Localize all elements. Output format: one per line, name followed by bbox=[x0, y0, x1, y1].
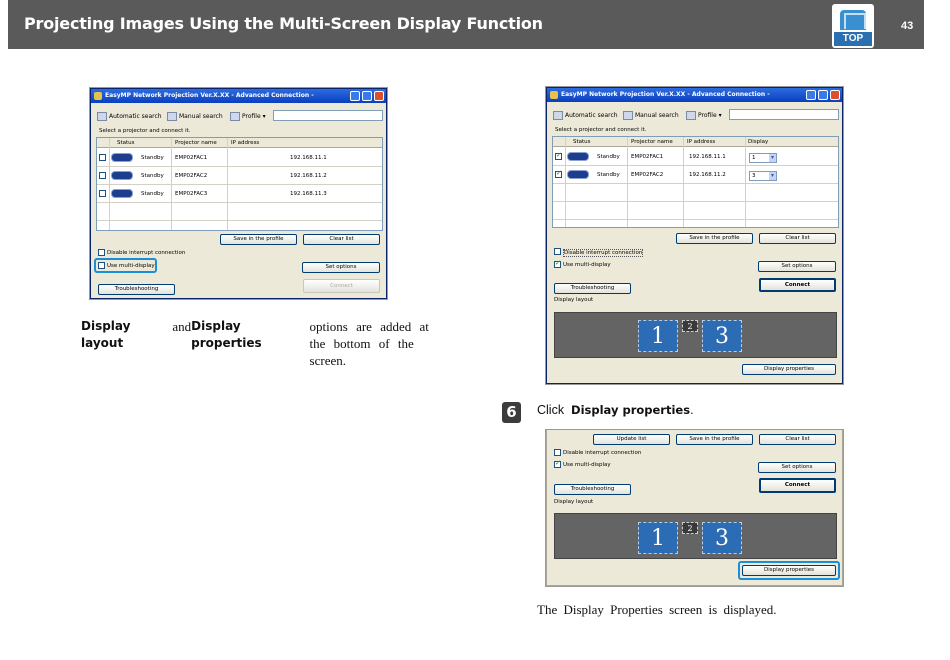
col-projector-name: Projector name bbox=[631, 139, 673, 145]
projector-icon bbox=[567, 170, 589, 179]
row-status: Standby bbox=[597, 154, 620, 160]
profile-path-field[interactable] bbox=[273, 110, 383, 121]
projector-icon bbox=[567, 152, 589, 161]
troubleshooting-button[interactable]: Troubleshooting bbox=[554, 283, 631, 294]
manual-search-button[interactable]: Manual search bbox=[623, 111, 679, 120]
grid-row-line bbox=[553, 165, 838, 166]
row-name: EMP02FAC3 bbox=[175, 191, 208, 197]
disable-interrupt-checkbox[interactable] bbox=[554, 449, 561, 456]
troubleshooting-button[interactable]: Troubleshooting bbox=[98, 284, 175, 295]
manual-search-icon bbox=[623, 111, 633, 120]
home-icon bbox=[840, 10, 866, 30]
row-checkbox[interactable] bbox=[99, 190, 106, 197]
col-projector-name: Projector name bbox=[175, 140, 217, 146]
minimize-icon[interactable] bbox=[806, 90, 816, 100]
minimize-icon[interactable] bbox=[350, 91, 360, 101]
grid-row-line bbox=[97, 220, 382, 221]
screenshot-3-window bbox=[546, 430, 843, 586]
grid-divider bbox=[745, 137, 746, 227]
col-status: Status bbox=[117, 140, 135, 146]
use-multi-display-checkbox[interactable] bbox=[554, 261, 561, 268]
instruction-text: Select a projector and connect it. bbox=[99, 128, 191, 134]
auto-search-icon bbox=[97, 112, 107, 121]
window-titlebar bbox=[547, 88, 842, 102]
disable-interrupt-checkbox[interactable] bbox=[554, 248, 561, 255]
row-ip: 192.168.11.1 bbox=[689, 154, 726, 160]
projector-icon bbox=[111, 153, 133, 162]
grid-divider bbox=[565, 137, 566, 227]
screen-3[interactable]: 3 bbox=[702, 522, 742, 554]
screen-2[interactable]: 2 bbox=[682, 522, 698, 534]
row-name: EMP02FAC1 bbox=[175, 155, 208, 161]
top-label: TOP bbox=[834, 32, 872, 46]
grid-row-line bbox=[97, 166, 382, 167]
app-icon bbox=[94, 92, 102, 100]
close-icon[interactable] bbox=[374, 91, 384, 101]
grid-row-line bbox=[553, 183, 838, 184]
maximize-icon[interactable] bbox=[818, 90, 828, 100]
row-checkbox[interactable] bbox=[555, 153, 562, 160]
use-multi-display-label: Use multi-display bbox=[107, 263, 155, 269]
connect-button[interactable]: Connect bbox=[303, 279, 380, 293]
profile-icon bbox=[230, 112, 240, 121]
clear-list-button[interactable]: Clear list bbox=[759, 233, 836, 244]
disable-interrupt-label: Disable interrupt connection bbox=[564, 250, 643, 256]
page-title: Projecting Images Using the Multi-Screen Display Function bbox=[24, 14, 543, 33]
display-layout-label: Display layout bbox=[554, 297, 594, 303]
step-target: Display properties bbox=[571, 403, 691, 417]
display-properties-term: Display properties bbox=[191, 319, 262, 350]
set-options-button[interactable]: Set options bbox=[302, 262, 380, 273]
clear-list-button[interactable]: Clear list bbox=[303, 234, 380, 245]
save-profile-button[interactable]: Save in the profile bbox=[220, 234, 297, 245]
grid-row-line bbox=[553, 201, 838, 202]
automatic-search-button[interactable]: Automatic search bbox=[553, 111, 618, 120]
profile-icon bbox=[686, 111, 696, 120]
row-status: Standby bbox=[141, 173, 164, 179]
row-ip: 192.168.11.1 bbox=[290, 155, 327, 161]
col-status: Status bbox=[573, 139, 591, 145]
row-checkbox[interactable] bbox=[99, 154, 106, 161]
description-paragraph bbox=[81, 318, 443, 368]
row-status: Standby bbox=[141, 155, 164, 161]
display-select[interactable]: 1 ▾ bbox=[749, 153, 777, 163]
result-text: The Display Properties screen is displayed. bbox=[537, 602, 777, 617]
automatic-search-button[interactable]: Automatic search bbox=[97, 112, 162, 121]
col-display: Display bbox=[748, 139, 769, 145]
display-layout-term: Display layout bbox=[81, 319, 131, 350]
row-status: Standby bbox=[597, 172, 620, 178]
screen-3[interactable]: 3 bbox=[702, 320, 742, 352]
row-ip: 192.168.11.2 bbox=[290, 173, 327, 179]
row-checkbox[interactable] bbox=[99, 172, 106, 179]
description-rest: options are added at the bottom of the screen. bbox=[309, 319, 429, 368]
window-title: EasyMP Network Projection Ver.X.XX - Advanced Connection - bbox=[561, 91, 770, 98]
row-name: EMP02FAC2 bbox=[175, 173, 208, 179]
description-line-1 bbox=[81, 318, 443, 368]
step-click-word: Click bbox=[537, 403, 565, 417]
step-number: 6 bbox=[502, 402, 521, 423]
grid-row-line bbox=[553, 219, 838, 220]
row-name: EMP02FAC2 bbox=[631, 172, 664, 178]
disable-interrupt-label: Disable interrupt connection bbox=[107, 250, 186, 256]
display-layout-label: Display layout bbox=[554, 499, 594, 505]
and-word: and bbox=[172, 319, 192, 334]
screen-1[interactable]: 1 bbox=[638, 320, 678, 352]
app-icon bbox=[550, 91, 558, 99]
screenshot-2-window bbox=[546, 87, 843, 384]
page-number: 43 bbox=[901, 20, 914, 32]
projector-icon bbox=[111, 171, 133, 180]
instruction-text: Select a projector and connect it. bbox=[555, 127, 647, 133]
col-ip-address: IP address bbox=[687, 139, 716, 145]
display-properties-button[interactable]: Display properties bbox=[742, 565, 836, 576]
screen-1[interactable]: 1 bbox=[638, 522, 678, 554]
col-ip-address: IP address bbox=[231, 140, 260, 146]
grid-row-line bbox=[97, 202, 382, 203]
set-options-button[interactable]: Set options bbox=[758, 261, 836, 272]
screen-2[interactable]: 2 bbox=[682, 320, 698, 332]
display-layout-area[interactable] bbox=[554, 513, 837, 559]
manual-search-button[interactable]: Manual search bbox=[167, 112, 223, 121]
grid-divider bbox=[627, 137, 628, 227]
projector-grid[interactable] bbox=[96, 137, 383, 231]
connect-button[interactable]: Connect bbox=[759, 478, 836, 493]
auto-search-icon bbox=[553, 111, 563, 120]
update-list-button[interactable]: Update list bbox=[593, 434, 670, 445]
top-home-icon[interactable] bbox=[832, 4, 874, 48]
multi-display-highlight bbox=[94, 258, 157, 273]
grid-divider bbox=[683, 137, 684, 227]
display-properties-button[interactable]: Display properties bbox=[742, 364, 836, 375]
save-profile-button[interactable]: Save in the profile bbox=[676, 233, 753, 244]
profile-path-field[interactable] bbox=[729, 109, 839, 120]
display-properties-highlight bbox=[738, 561, 840, 580]
row-name: EMP02FAC1 bbox=[631, 154, 664, 160]
row-checkbox[interactable] bbox=[555, 171, 562, 178]
row-ip: 192.168.11.3 bbox=[290, 191, 327, 197]
window-titlebar bbox=[91, 89, 386, 103]
connect-button[interactable]: Connect bbox=[759, 278, 836, 292]
save-profile-button[interactable]: Save in the profile bbox=[676, 434, 753, 445]
row-status: Standby bbox=[141, 191, 164, 197]
screenshot-1-window bbox=[90, 88, 387, 299]
use-multi-display-label: Use multi-display bbox=[563, 262, 611, 268]
page-header bbox=[8, 0, 924, 49]
step-instruction bbox=[537, 403, 694, 417]
row-ip: 192.168.11.2 bbox=[689, 172, 726, 178]
troubleshooting-button[interactable]: Troubleshooting bbox=[554, 484, 631, 495]
profile-button[interactable]: Profile ▾ bbox=[686, 111, 722, 120]
grid-row-line bbox=[97, 184, 382, 185]
close-icon[interactable] bbox=[830, 90, 840, 100]
manual-search-icon bbox=[167, 112, 177, 121]
disable-interrupt-label: Disable interrupt connection bbox=[563, 450, 642, 456]
use-multi-display-label: Use multi-display bbox=[563, 462, 611, 468]
disable-interrupt-checkbox[interactable] bbox=[98, 249, 105, 256]
profile-button[interactable]: Profile ▾ bbox=[230, 112, 266, 121]
step-period: . bbox=[690, 403, 694, 417]
projector-icon bbox=[111, 189, 133, 198]
projector-grid[interactable] bbox=[552, 136, 839, 228]
clear-list-button[interactable]: Clear list bbox=[759, 434, 836, 445]
window-title: EasyMP Network Projection Ver.X.XX - Advanced Connection - bbox=[105, 92, 314, 99]
use-multi-display-checkbox[interactable] bbox=[554, 461, 561, 468]
maximize-icon[interactable] bbox=[362, 91, 372, 101]
display-layout-area[interactable] bbox=[554, 312, 837, 358]
set-options-button[interactable]: Set options bbox=[758, 462, 836, 473]
display-select[interactable]: 3 ▾ bbox=[749, 171, 777, 181]
